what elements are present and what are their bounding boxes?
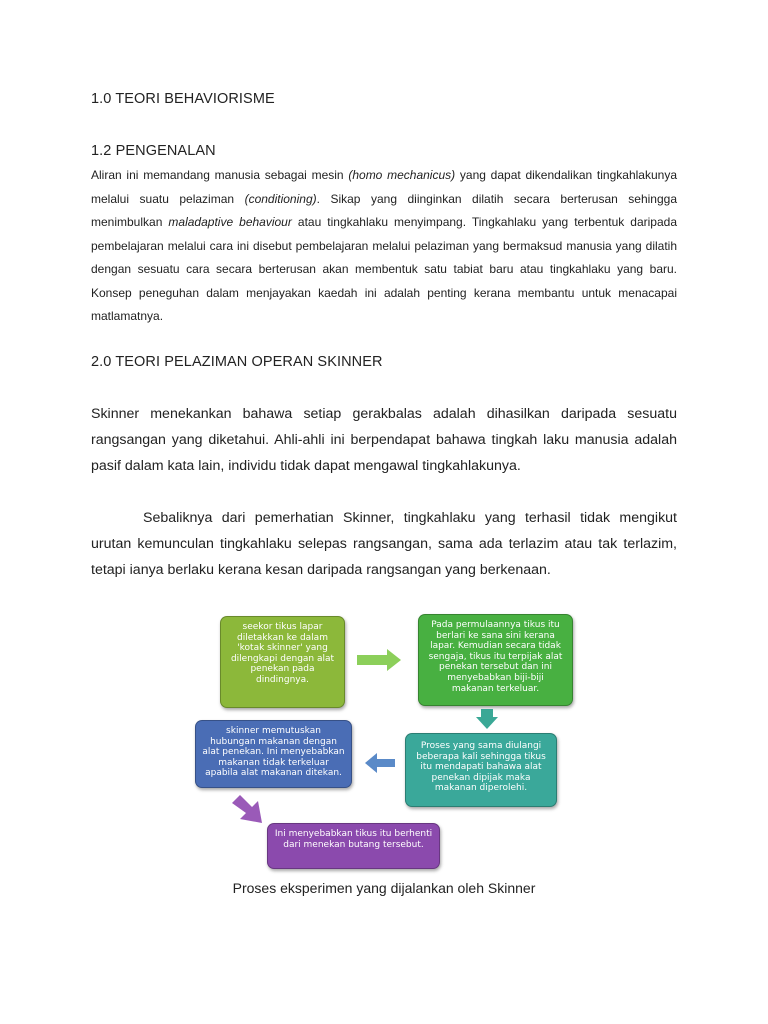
intro-term-homo-mechanicus: (homo mechanicus): [348, 168, 456, 182]
heading-pengenalan: 1.2 PENGENALAN: [91, 143, 216, 159]
diagram-box-first-press: Pada permulaannya tikus itu berlari ke sana sini kerana lapar. Kemudian secara tidak sengaja, tikus itu terpijak alat penekan tersebut dan ini menyebabkan biji-biji makanan terkeluar.: [418, 614, 573, 706]
heading-behaviorisme: 1.0 TEORI BEHAVIORISME: [91, 91, 275, 107]
arrow-down-right-icon: [230, 795, 264, 827]
intro-paragraph: [91, 164, 677, 329]
intro-text-3: . Sikap yang diinginkan dilatih secara berterusan sehingga menimbulkan: [91, 191, 677, 229]
arrow-down-icon: [476, 709, 498, 729]
arrow-right-icon: [357, 649, 401, 671]
diagram-box-link-cut: skinner memutuskan hubungan makanan dengan alat penekan. Ini menyebabkan makanan tidak terkeluar apabila alat makanan ditekan.: [195, 720, 352, 788]
arrow-left-icon: [365, 753, 395, 773]
diagram-box-hungry-rat: seekor tikus lapar diletakkan ke dalam 'kotak skinner' yang dilengkapi dengan alat penekan pada dindingnya.: [220, 616, 345, 708]
intro-text-1: Aliran ini memandang manusia sebagai mesin: [91, 168, 349, 182]
process-diagram: [190, 605, 580, 875]
observation-paragraph: Sebaliknya dari pemerhatian Skinner, tingkahlaku yang terhasil tidak mengikut urutan kemunculan tingkahlaku selepas rangsangan, sama ada terlazim atau tak terlazim, tetapi ianya berlaku kerana kesan daripada rangsangan yang berkenaan.: [91, 510, 677, 578]
diagram-caption: Proses eksperimen yang dijalankan oleh Skinner: [232, 880, 536, 896]
diagram-box-repeated-process: Proses yang sama diulangi beberapa kali sehingga tikus itu mendapati bahawa alat penekan dipijak maka makanan diperolehi.: [405, 733, 557, 807]
intro-text-4: atau tingkahlaku menyimpang. Tingkahlaku yang terbentuk daripada pembelajaran melalui cara ini disebut pembelajaran melalui pelaziman yang bermaksud manusia yang dilatih dengan sesuatu cara secara berterusan akan membentuk satu tabiat baru atau tingkahlaku yang baru. Konsep peneguhan dalam menjayakan kaedah ini adalah penting kerana membantu untuk menacapai matlamatnya.: [91, 215, 677, 323]
intro-term-maladaptive: maladaptive behaviour: [168, 215, 292, 229]
intro-text-2: yang dapat dikendalikan tingkahlakunya melalui suatu pelaziman: [91, 168, 677, 206]
heading-operan-skinner: 2.0 TEORI PELAZIMAN OPERAN SKINNER: [91, 354, 383, 370]
intro-term-conditioning: (conditioning): [244, 191, 317, 206]
skinner-paragraph: Skinner menekankan bahawa setiap gerakbalas adalah dihasilkan daripada sesuatu rangsangan yang diketahui. Ahli-ahli ini berpendapat bahawa tingkah laku manusia adalah pasif dalam kata lain, individu tidak dapat mengawal tingkahlakunya.: [91, 406, 677, 474]
diagram-box-stop-pressing: Ini menyebabkan tikus itu berhenti dari menekan butang tersebut.: [267, 823, 440, 869]
